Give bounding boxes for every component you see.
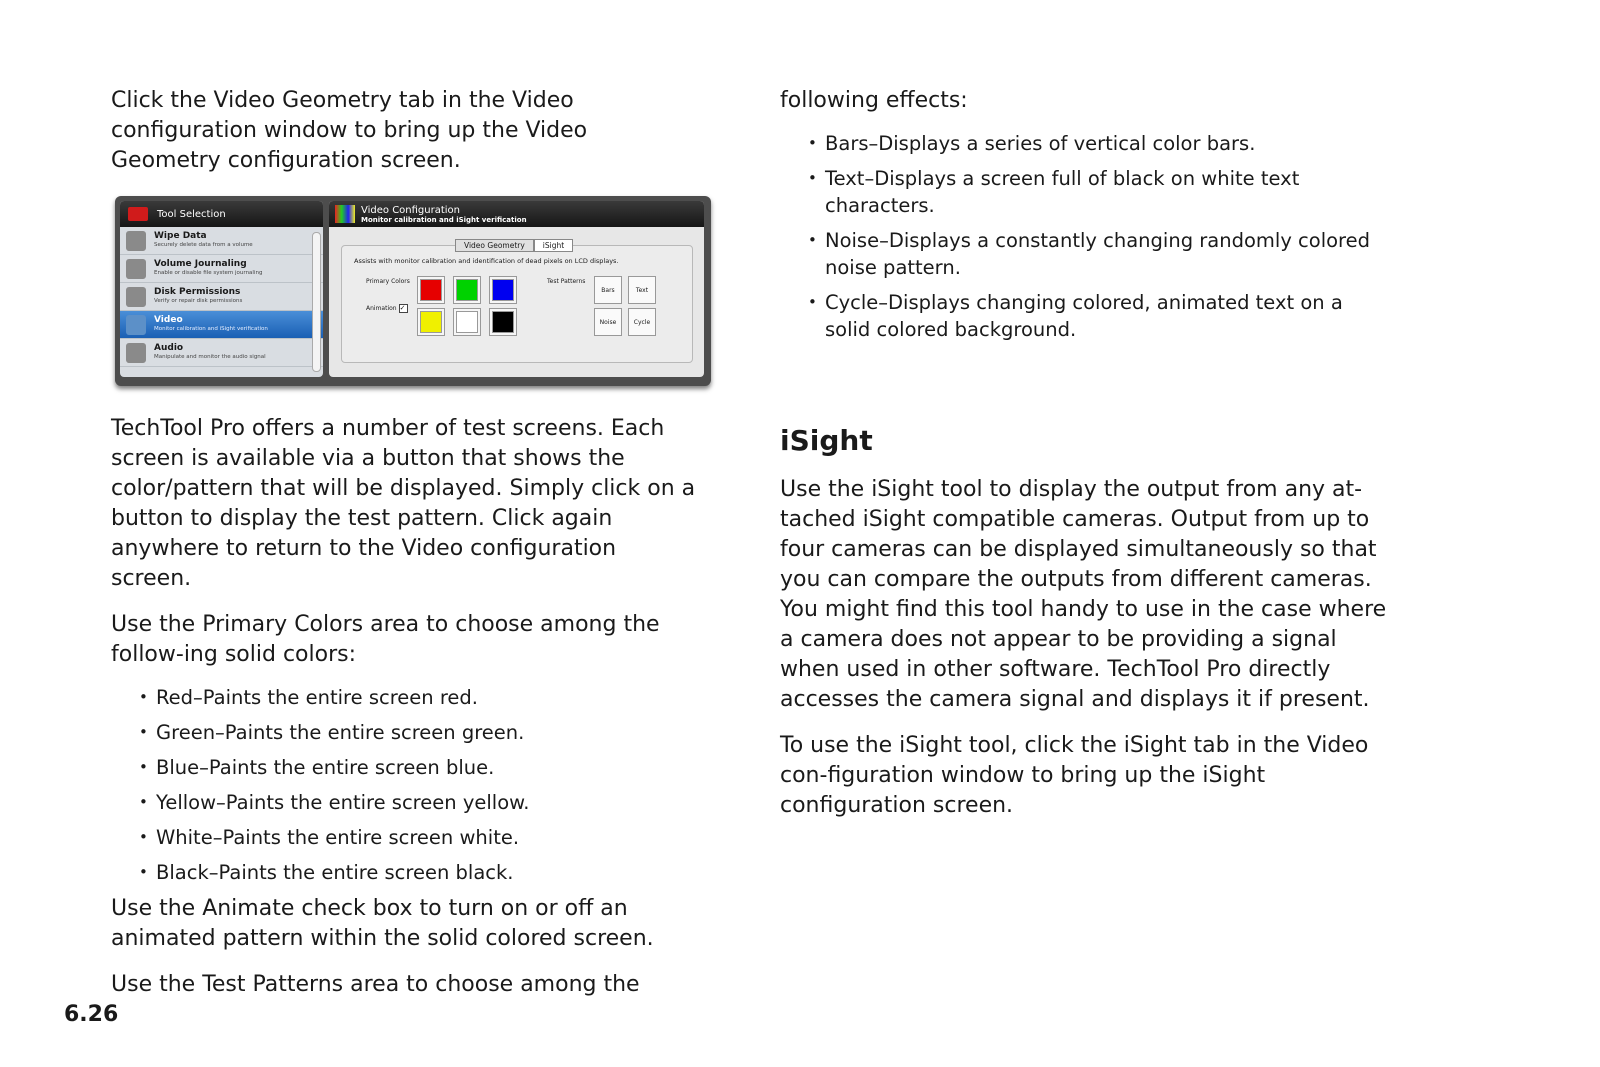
tool-item-wipe-data[interactable]: Wipe Data Securely delete data from a volume (120, 227, 323, 255)
video-configuration-panel (329, 201, 704, 377)
video-configuration-subtitle: Monitor calibration and iSight verification (361, 215, 527, 224)
list-item: • Black–Paints the entire screen black. (156, 859, 701, 886)
test-patterns-paragraph: Use the Test Patterns area to choose among the (111, 972, 640, 997)
effects-intro: following effects: (780, 88, 968, 113)
primary-colors-label: Primary Colors (366, 278, 410, 285)
test-screens-paragraph: TechTool Pro offers a number of test screens. Each screen is available via a button that shows the color/pattern that will be displayed. Simply click on a button to display the test pattern. Click again anywhere to return to the Video configuration screen. (111, 416, 696, 591)
video-configuration-screenshot (115, 196, 711, 386)
list-item: • Text–Displays a screen full of black on white text characters. (825, 165, 1390, 219)
tool-item-disk-permissions[interactable]: Disk Permissions Verify or repair disk permissions (120, 283, 323, 311)
isight-paragraph: Use the iSight tool to display the output from any at-tached iSight compatible cameras. Output from up to four cameras can be displayed simultaneously so that you can compare the outputs from different cameras. You might find this tool handy to use in the case where a camera does not appear to be providing a signal when used in other software. TechTool Pro directly accesses the camera signal and displays it if present. (780, 477, 1387, 712)
yellow-swatch-button[interactable] (417, 308, 445, 336)
blue-swatch-button[interactable] (489, 276, 517, 304)
tab-video-geometry[interactable]: Video Geometry (455, 239, 534, 252)
red-swatch-button[interactable] (417, 276, 445, 304)
test-patterns-label: Test Patterns (547, 278, 586, 285)
list-item: • Noise–Displays a constantly changing randomly colored noise pattern. (825, 227, 1390, 281)
white-swatch (457, 312, 477, 332)
disk-permissions-icon (126, 287, 146, 307)
animation-checkbox[interactable]: ✓ (399, 304, 408, 313)
yellow-swatch (421, 312, 441, 332)
video-tabs (455, 239, 573, 252)
color-list (111, 684, 701, 886)
video-configuration-header (329, 201, 704, 227)
black-swatch (493, 312, 513, 332)
isight-usage-paragraph: To use the iSight tool, click the iSight tab in the Video con-figuration window to bring up the iSight configuration screen. (780, 733, 1369, 818)
list-item: • Blue–Paints the entire screen blue. (156, 754, 701, 781)
primary-colors-paragraph: Use the Primary Colors area to choose among the follow-ing solid colors: (111, 612, 660, 667)
tool-item-audio[interactable]: Audio Manipulate and monitor the audio signal (120, 339, 323, 367)
video-configuration-title: Video Configuration (361, 204, 461, 216)
list-item: • Green–Paints the entire screen green. (156, 719, 701, 746)
noise-button[interactable]: Noise (594, 308, 622, 336)
intro-paragraph: Click the Video Geometry tab in the Video configuration window to bring up the Video Geometry configuration screen. (111, 88, 588, 173)
green-swatch-button[interactable] (453, 276, 481, 304)
video-icon (126, 315, 146, 335)
list-item: • Bars–Displays a series of vertical color bars. (825, 130, 1390, 157)
tool-selection-panel (120, 201, 323, 377)
bars-button[interactable]: Bars (594, 276, 622, 304)
monitor-icon (335, 205, 355, 223)
volume-journaling-icon (126, 259, 146, 279)
assist-description: Assists with monitor calibration and identification of dead pixels on LCD displays. (354, 257, 619, 265)
list-item: • Yellow–Paints the entire screen yellow. (156, 789, 701, 816)
list-item: • White–Paints the entire screen white. (156, 824, 701, 851)
red-swatch (421, 280, 441, 300)
white-swatch-button[interactable] (453, 308, 481, 336)
blue-swatch (493, 280, 513, 300)
black-swatch-button[interactable] (489, 308, 517, 336)
tab-isight[interactable]: iSight (534, 239, 573, 252)
right-column (780, 86, 1390, 821)
animate-paragraph: Use the Animate check box to turn on or off an animated pattern within the solid colored screen. (111, 896, 654, 951)
toolbox-icon (128, 207, 148, 221)
speaker-icon (126, 343, 146, 363)
text-button[interactable]: Text (628, 276, 656, 304)
page-number: 6.26 (64, 1002, 119, 1027)
green-swatch (457, 280, 477, 300)
tool-list-scrollbar[interactable] (312, 232, 321, 372)
tool-item-video[interactable]: Video Monitor calibration and iSight verification (120, 311, 323, 339)
wipe-data-icon (126, 231, 146, 251)
tool-item-volume-journaling[interactable]: Volume Journaling Enable or disable file system journaling (120, 255, 323, 283)
list-item: • Red–Paints the entire screen red. (156, 684, 701, 711)
isight-heading: iSight (780, 424, 873, 457)
effects-list (780, 130, 1390, 343)
tool-selection-header: Tool Selection (120, 201, 323, 227)
video-geometry-box (341, 245, 693, 363)
animation-label: Animation ✓ (366, 304, 408, 313)
list-item: • Cycle–Displays changing colored, animated text on a solid colored background. (825, 289, 1390, 343)
cycle-button[interactable]: Cycle (628, 308, 656, 336)
